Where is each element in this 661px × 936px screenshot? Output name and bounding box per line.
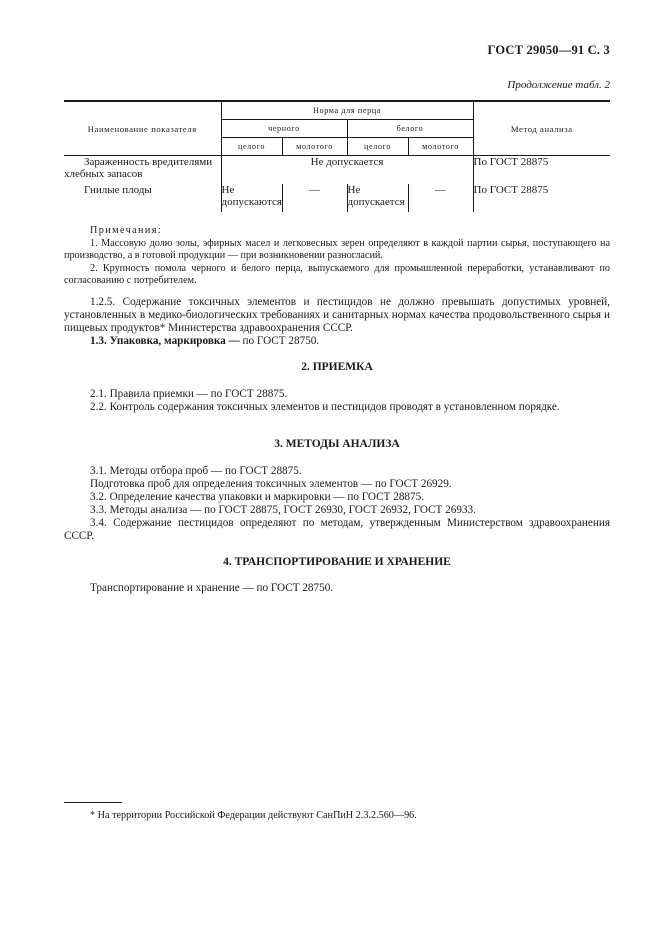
row-norm-value: Не допускается	[221, 156, 473, 185]
row-name: Зараженность вредителями хлебных запасов	[64, 156, 213, 180]
row-black-ground: —	[282, 184, 347, 212]
notes-title: Примечания:	[90, 225, 163, 236]
notes-block	[64, 225, 610, 288]
subheader-black-whole: целого	[221, 138, 282, 156]
row-method: По ГОСТ 28875	[473, 184, 610, 212]
subheader-white-whole: целого	[347, 138, 408, 156]
table-row	[64, 184, 610, 212]
column-header-method: Метод анализа	[473, 101, 610, 156]
section-title: 3. МЕТОДЫ АНАЛИЗА	[274, 438, 400, 450]
note-item: 1. Массовую долю золы, эфирных масел и легковесных зерен определяют в каждой партии сырья, поступающего на производство, а в готовой продукции — при возникновении разногласий.	[64, 237, 610, 261]
subheader-black-ground: молотого	[282, 138, 347, 156]
section-title: 2. ПРИЕМКА	[301, 361, 373, 373]
row-method: По ГОСТ 28875	[473, 156, 610, 185]
footnote: * На территории Российской Федерации действуют СанПиН 2.3.2.560—96.	[90, 810, 417, 821]
section-body: 3.1. Методы отбора проб — по ГОСТ 28875. Подготовка проб для определения токсичных элементов — по ГОСТ 26929. 3.2. Определение качества упаковки и маркировки — по ГОСТ 28875. 3.3. Методы анализа — по ГОСТ 28875, ГОСТ 26930, ГОСТ 26932, ГОСТ 26933. 3.4. Содержание пестицидов определяют по методам, утвержденным Министерством здравоохранения СССР.	[64, 465, 610, 542]
row-white-whole: Не допускается	[347, 184, 408, 212]
column-header-black: черного	[221, 120, 347, 138]
column-header-name: Наименование показателя	[64, 101, 221, 156]
clause-1-3: 1.3. Упаковка, маркировка — по ГОСТ 28750.	[90, 335, 320, 347]
footnote-divider	[64, 802, 122, 803]
section-body: Транспортирование и хранение — по ГОСТ 28750.	[90, 582, 334, 594]
column-header-norm: Норма для перца	[221, 101, 473, 120]
column-header-white: белого	[347, 120, 473, 138]
document-code: ГОСТ 29050—91 С. 3	[487, 43, 610, 57]
row-black-whole: Не допускаются	[221, 184, 282, 212]
norms-table	[64, 100, 610, 212]
section-title: 4. ТРАНСПОРТИРОВАНИЕ И ХРАНЕНИЕ	[223, 556, 451, 568]
table-row	[64, 156, 610, 185]
row-name: Гнилые плоды	[84, 184, 152, 196]
subheader-white-ground: молотого	[408, 138, 473, 156]
section-body: 2.1. Правила приемки — по ГОСТ 28875. 2.2. Контроль содержания токсичных элементов и пестицидов проводят в установленном порядке.	[90, 388, 560, 413]
clause-1-2-5: 1.2.5. Содержание токсичных элементов и пестицидов не должно превышать допустимых уровней, установленных в медико-биологических требованиях и санитарных нормах качества продовольственного сырья и пищевых продуктов* Министерства здравоохранения СССР. 1.3. Упаковка, маркировка — по ГОСТ 28750.	[64, 296, 610, 347]
note-item: 2. Крупность помола черного и белого перца, выпускаемого для промышленной переработки, устанавливают по согласованию с потребителем.	[64, 262, 610, 286]
table-continuation-label: Продолжение табл. 2	[507, 79, 610, 91]
row-white-ground: —	[408, 184, 473, 212]
